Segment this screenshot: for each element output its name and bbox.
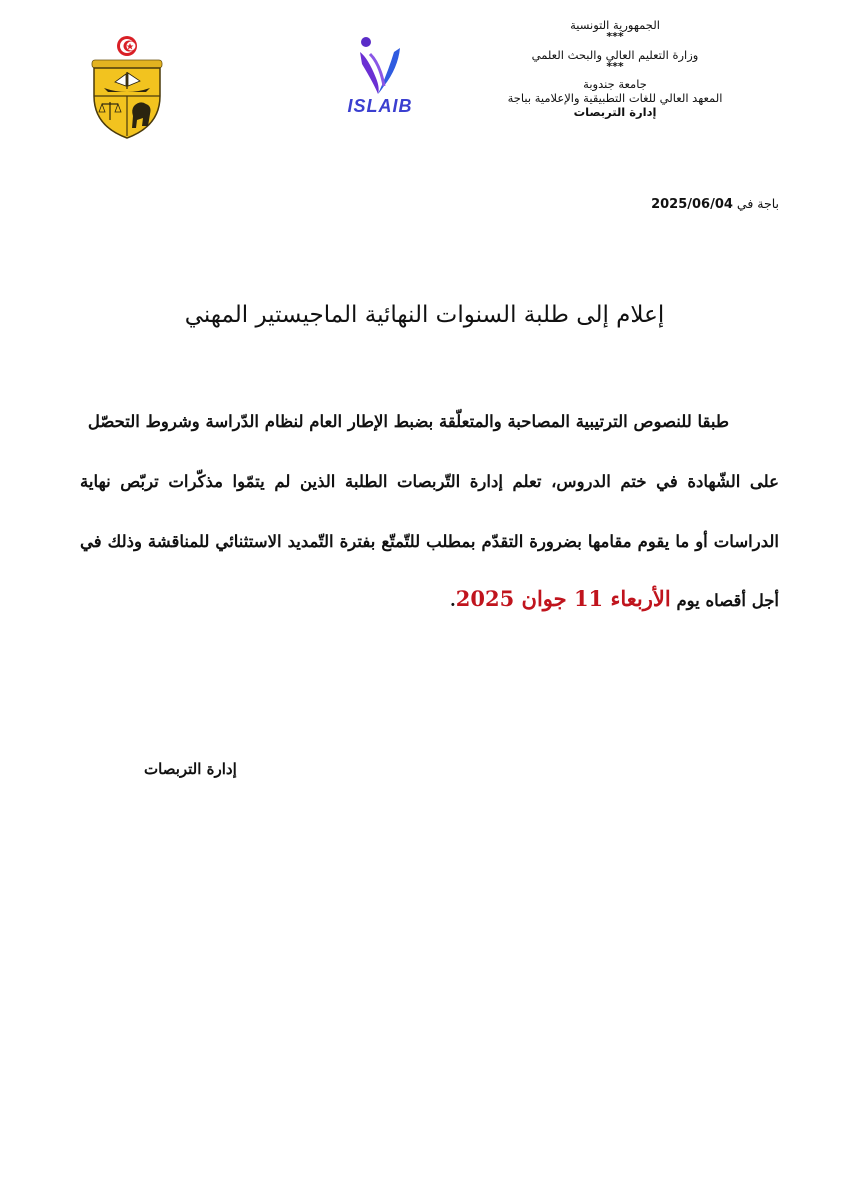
header-separator: *** (606, 30, 624, 43)
deadline-period: . (450, 591, 456, 610)
body-line-3: الدراسات أو ما يقوم مقامها بضرورة التقدّم بمطلب للتّمتّع بفترة التّمديد الاستثنائي للمناقشة وذلك في (80, 532, 779, 551)
body-line-4 (80, 586, 779, 611)
header-university: جامعة جندوبة (583, 77, 647, 91)
date-line (651, 196, 779, 212)
header-country: الجمهورية التونسية (570, 18, 660, 32)
header-ministry: وزارة التعليم العالي والبحث العلمي (531, 48, 699, 62)
coat-of-arms-emblem (88, 34, 166, 140)
header-block (465, 18, 765, 119)
deadline-date: الأربعاء 11 جوان 2025 (455, 586, 671, 611)
header-separator: *** (606, 60, 624, 73)
islaib-logo (340, 34, 420, 120)
body-line-2: على الشّهادة في ختم الدروس، تعلم إدارة التّربصات الطلبة الذين لم يتمّوا مذكّرات تربّص نهاية (80, 472, 779, 491)
logo-text: ISLAIB (347, 96, 413, 116)
body-line-1: طبقا للنصوص الترتيبية المصاحبة والمتعلّقة بضبط الإطار العام لنظام الدّراسة وشروط التحصّل (87, 412, 729, 431)
signature: إدارة التربصات (144, 760, 237, 778)
announcement-title: إعلام إلى طلبة السنوات النهائية الماجيستير المهني (184, 302, 665, 328)
header-institute: المعهد العالي للغات التطبيقية والإعلامية بباجة (507, 91, 723, 105)
header-department: إدارة التربصات (573, 105, 657, 119)
date-value: 2025/06/04 (651, 197, 733, 212)
date-prefix: باجة في (736, 196, 779, 211)
deadline-lead-text: أجل أقصاه يوم (676, 591, 779, 610)
